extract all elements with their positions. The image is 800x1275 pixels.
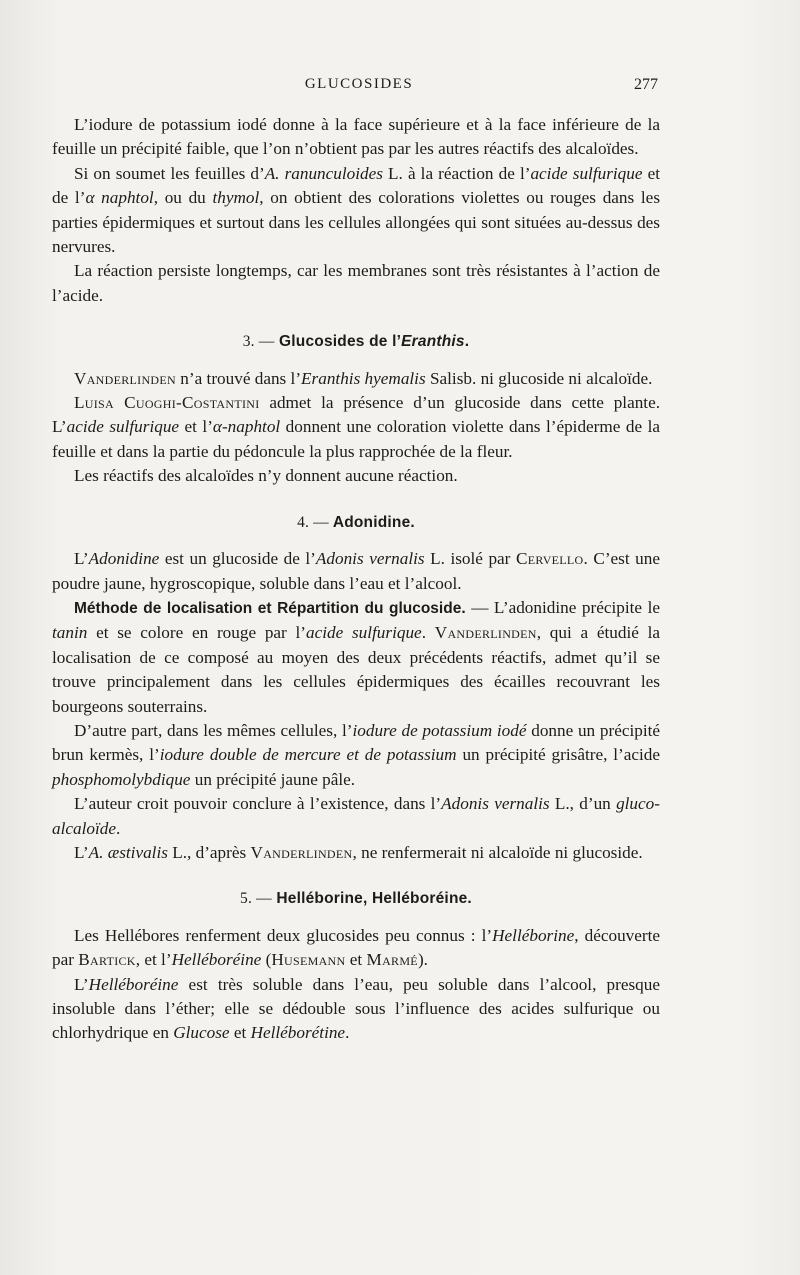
run-in-heading: Méthode de localisation et Répartition du glucoside. xyxy=(74,599,466,617)
paragraph: Méthode de localisation et Répartition du glucoside. — L’adonidine précipite le tanin et se colore en rouge par l’acide sulfurique. Vanderlinden, qui a étudié la localisation de ce composé au moyen des deux précédents réactifs, admet qu’il se trouve principalement dans les cellules épidermiques des écailles recouvrant les bourgeons souterrains. xyxy=(52,597,660,716)
section-heading-adonidine: 4. — Adonidine. xyxy=(297,513,415,531)
body-text xyxy=(52,113,660,1046)
running-title: GLUCOSIDES xyxy=(304,76,414,92)
paragraph: L’iodure de potassium iodé donne à la face supérieure et à la face inférieure de la feuille un précipité faible, que l’on n’obtient pas par les autres réactifs des alcaloïdes. xyxy=(52,115,660,159)
paragraph: D’autre part, dans les mêmes cellules, l’iodure de potassium iodé donne un précipité brun kermès, l’iodure double de mercure et de potassium un précipité grisâtre, l’acide phosphomolybdique un précipité jaune pâle. xyxy=(52,720,661,789)
paragraph: Les Hellébores renferment deux glucosides peu connus : l’Helléborine, découverte par Bartick, et l’Helléboréine (Husemann et Marmé). xyxy=(52,925,661,970)
paragraph: La réaction persiste longtemps, car les membranes sont très résistantes à l’action de l’acide. xyxy=(52,261,660,305)
section-heading-eranthis: 3. — Glucosides de l’Eranthis. xyxy=(242,333,470,351)
paragraph: L’auteur croit pouvoir conclure à l’existence, dans l’Adonis vernalis L., d’un gluco-alcaloïde. xyxy=(52,794,660,838)
paragraph: Les réactifs des alcaloïdes n’y donnent aucune réaction. xyxy=(74,466,458,486)
paragraph: L’Adonidine est un glucoside de l’Adonis vernalis L. isolé par Cervello. C’est une poudre jaune, hygroscopique, soluble dans l’eau et l’alcool. xyxy=(52,549,660,593)
paragraph: L’A. æstivalis L., d’après Vanderlinden, ne renfermerait ni alcaloïde ni glucoside. xyxy=(74,842,643,862)
page-number: 277 xyxy=(634,76,658,93)
running-head xyxy=(60,76,658,100)
paragraph: L’Helléboréine est très soluble dans l’eau, peu soluble dans l’alcool, presque insoluble dans l’éther; elle se dédouble sous l’influence des acides sulfurique ou chlorhydrique en Glucose et Helléborétine. xyxy=(52,974,660,1043)
section-heading-helleborine: 5. — Helléborine, Helléboréine. xyxy=(240,890,472,908)
paragraph: Luisa Cuoghi-Costantini admet la présence d’un glucoside dans cette plante. L’acide sulfurique et l’α-naphtol donnent une coloration violette dans l’épiderme de la feuille et dans la partie du pédoncule la plus rapprochée de la fleur. xyxy=(52,393,661,461)
paragraph: Vanderlinden n’a trouvé dans l’Eranthis hyemalis Salisb. ni glucoside ni alcaloïde. xyxy=(74,368,653,388)
paragraph: Si on soumet les feuilles d’A. ranunculoides L. à la réaction de l’acide sulfurique et de l’α naphtol, ou du thymol, on obtient des colorations violettes ou rouges dans les parties épidermiques et surtout dans les cellules allongées qui sont situées au-dessus des nervures. xyxy=(52,163,661,257)
